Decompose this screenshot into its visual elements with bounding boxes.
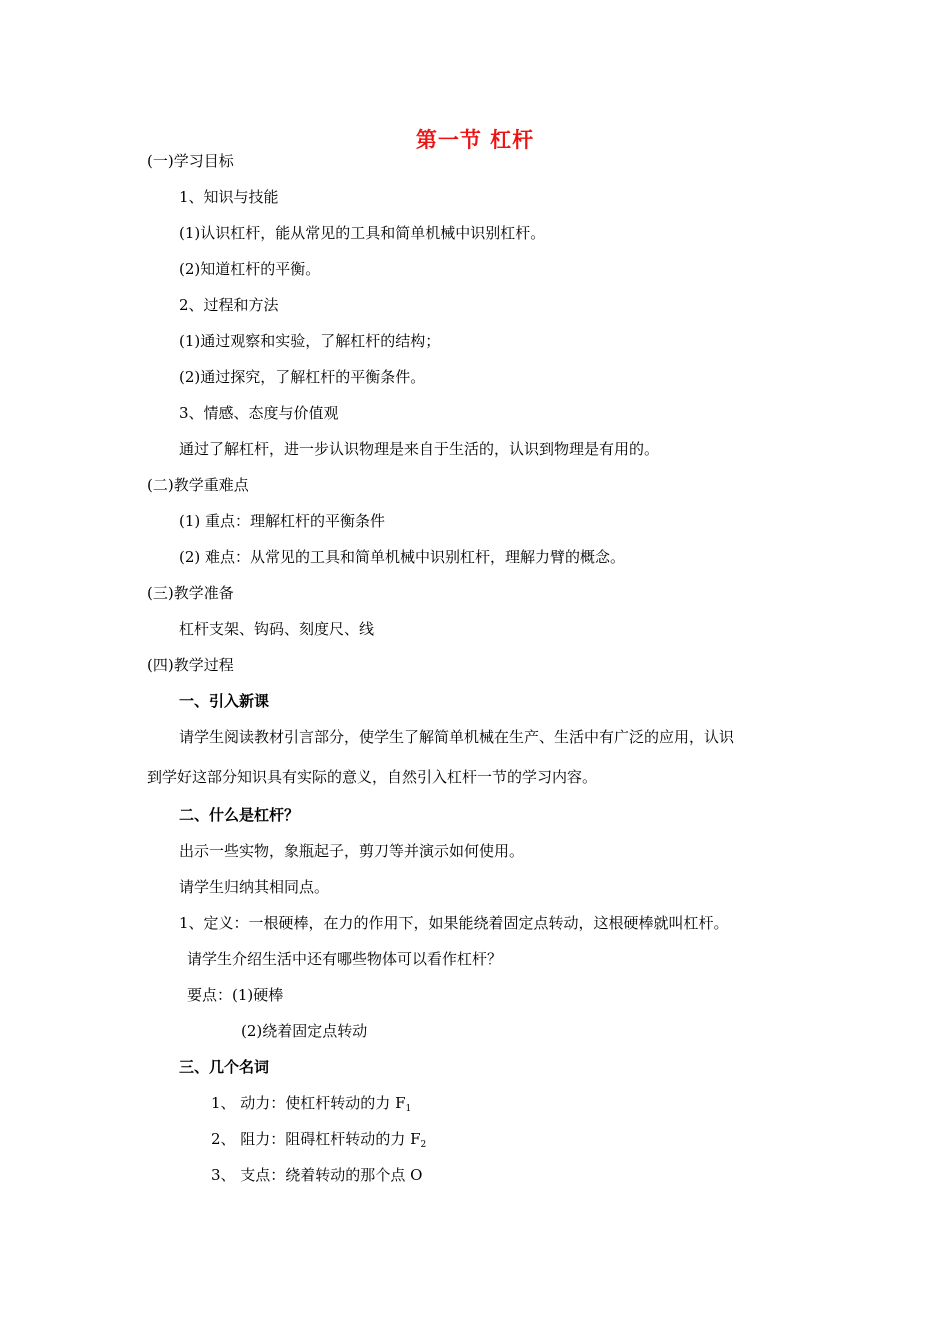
objective-item: 通过了解杠杆，进一步认识物理是来自于生活的，认识到物理是有用的。 bbox=[179, 440, 660, 458]
process-heading-intro: 一、引入新课 bbox=[179, 692, 270, 710]
term-item bbox=[211, 1093, 411, 1119]
key-point-text: 要点：(1)硬棒 bbox=[187, 986, 284, 1004]
subheading-knowledge-skills: 1、知识与技能 bbox=[179, 188, 279, 206]
paragraph-text: 出示一些实物，象瓶起子，剪刀等并演示如何使用。 bbox=[179, 842, 525, 860]
subscript: 2 bbox=[420, 1140, 427, 1150]
subheading-attitude-values: 3、情感、态度与价值观 bbox=[179, 404, 339, 422]
section-heading-objectives: (一)学习目标 bbox=[147, 152, 234, 170]
page-title: 第一节 杠杆 bbox=[415, 128, 535, 152]
paragraph-text: 请学生阅读教材引言部分，使学生了解简单机械在生产、生活中有广泛的应用，认识 bbox=[179, 728, 735, 746]
paragraph-text: 请学生介绍生活中还有哪些物体可以看作杠杆？ bbox=[187, 950, 503, 968]
paragraph-text: 请学生归纳其相同点。 bbox=[179, 878, 330, 896]
term-text: 2、 阻力：阻碍杠杆转动的力 F bbox=[211, 1130, 421, 1148]
key-point-item: (1) 重点：理解杠杆的平衡条件 bbox=[179, 512, 386, 530]
subheading-process-method: 2、过程和方法 bbox=[179, 296, 279, 314]
term-text: 1、 动力：使杠杆转动的力 F bbox=[211, 1094, 406, 1112]
process-heading-terms: 三、几个名词 bbox=[179, 1058, 270, 1076]
paragraph-text: 到学好这部分知识具有实际的意义，自然引入杠杆一节的学习内容。 bbox=[147, 768, 598, 786]
objective-item: (2)知道杠杆的平衡。 bbox=[179, 260, 321, 278]
term-item bbox=[211, 1129, 426, 1155]
term-item: 3、 支点：绕着转动的那个点 O bbox=[211, 1166, 423, 1184]
key-point-item: (2) 难点：从常见的工具和简单机械中识别杠杆，理解力臂的概念。 bbox=[179, 548, 626, 566]
key-point-text: (2)绕着固定点转动 bbox=[241, 1022, 368, 1040]
objective-item: (2)通过探究，了解杠杆的平衡条件。 bbox=[179, 368, 426, 386]
objective-item: (1)认识杠杆，能从常见的工具和简单机械中识别杠杆。 bbox=[179, 224, 546, 242]
section-heading-preparation: (三)教学准备 bbox=[147, 584, 234, 602]
section-heading-process: (四)教学过程 bbox=[147, 656, 234, 674]
process-heading-what-is-lever: 二、什么是杠杆？ bbox=[179, 806, 300, 824]
objective-item: (1)通过观察和实验，了解杠杆的结构； bbox=[179, 332, 441, 350]
subscript: 1 bbox=[405, 1104, 412, 1114]
section-heading-key-points: (二)教学重难点 bbox=[147, 476, 249, 494]
definition-text: 1、定义：一根硬棒，在力的作用下，如果能绕着固定点转动，这根硬棒就叫杠杆。 bbox=[179, 914, 729, 932]
preparation-item: 杠杆支架、钩码、刻度尺、线 bbox=[179, 620, 375, 638]
